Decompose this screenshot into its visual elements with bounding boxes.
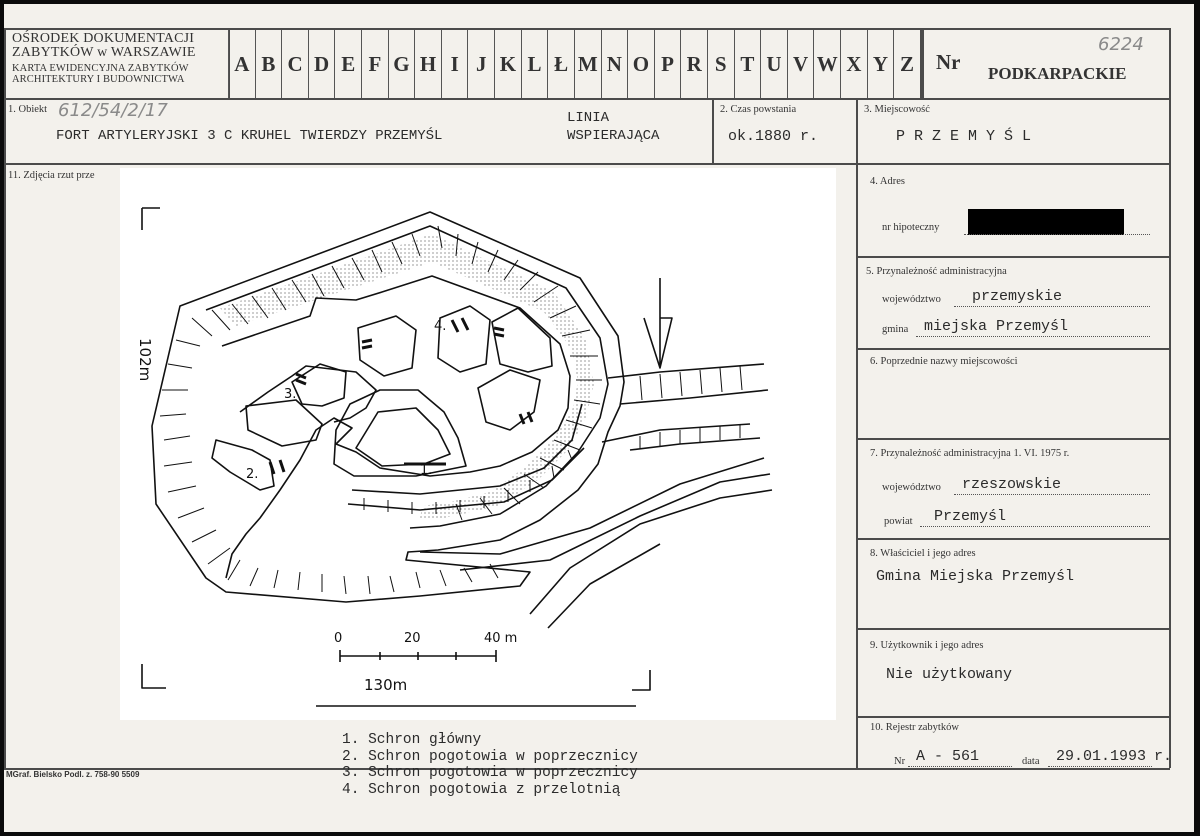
scale-bar (340, 650, 496, 662)
access-road-low-2 (630, 438, 760, 450)
obiekt-label: 1. Obiekt (8, 104, 48, 115)
letter-cell: G (388, 30, 415, 98)
linia-line-1: LINIA (567, 110, 610, 126)
main-shelter-inner (356, 408, 450, 466)
corner-mark (632, 670, 650, 690)
region-label: PODKARPACKIE (988, 64, 1127, 83)
corner-mark (142, 664, 166, 688)
institution-line-2: ZABYTKÓW w WARSZAWIE (12, 45, 196, 60)
left-border-line (4, 28, 6, 768)
approach-road-4 (548, 544, 660, 628)
czas-value: ok.1880 r. (728, 128, 819, 145)
letter-cell: H (414, 30, 441, 98)
plan-label-3: 3. (284, 387, 297, 402)
legend-item: 2. Schron pogotowia w poprzecznicy (342, 748, 638, 765)
nr-label: Nr (936, 50, 961, 74)
shelter-markers (270, 318, 532, 474)
letter-cell: W (813, 30, 840, 98)
letter-cell: J (467, 30, 494, 98)
letter-cell: C (281, 30, 308, 98)
rejestr-label: 10. Rejestr zabytków (870, 722, 959, 733)
przynaleznosc-label: 5. Przynależność administracyjna (866, 266, 1007, 277)
traverse-shelter-b (492, 308, 552, 372)
rejestr-data-label: data (1022, 756, 1040, 767)
record-card (4, 4, 1194, 832)
letter-cell: T (734, 30, 761, 98)
ditch-band (220, 234, 594, 520)
legend-item: 3. Schron pogotowia w poprzecznicy (342, 765, 638, 781)
section7-divider (856, 438, 1170, 440)
wojewodztwo-dots (954, 306, 1150, 307)
plan-label-1: 1. (420, 463, 433, 478)
letter-cell: N (601, 30, 628, 98)
letter-cell: M (574, 30, 601, 98)
institution-line-3: KARTA EWIDENCYJNA ZABYTKÓW (12, 63, 189, 74)
przynaleznosc-1975-label: 7. Przynależność administracyjna 1. VI. 1975 r. (870, 448, 1070, 459)
letter-cell: U (760, 30, 787, 98)
nr-handwritten: 6224 (1098, 34, 1144, 55)
scale-number-40: 40 m (484, 631, 518, 646)
height-dimension-label: 102m (136, 338, 154, 382)
letter-cell: S (707, 30, 734, 98)
wojewodztwo-value: przemyskie (972, 288, 1063, 305)
powiat-label: powiat (884, 516, 913, 527)
rejestr-suffix: r. (1154, 748, 1173, 765)
main-shelter-outline (334, 390, 466, 476)
uzytkownik-value: Nie użytkowany (886, 666, 1013, 683)
obiekt-handwritten: 612/54/2/17 (58, 100, 168, 121)
inner-bastion (240, 366, 376, 422)
miejscowosc-value: P R Z E M Y Ś L (896, 128, 1032, 145)
letter-cell: V (787, 30, 814, 98)
redaction-box (968, 209, 1124, 235)
powiat-value: Przemyśl (934, 508, 1007, 525)
letter-cell: L (521, 30, 548, 98)
section8-divider (856, 538, 1170, 540)
czas-label: 2. Czas powstania (720, 104, 797, 115)
photo-section-label: 11. Zdjęcia rzut prze (8, 170, 95, 181)
wojewodztwo-1975-dots (954, 494, 1150, 495)
section10-divider (856, 716, 1170, 718)
row1-vline-1 (712, 98, 714, 163)
letter-cell: F (361, 30, 388, 98)
letter-cell: X (840, 30, 867, 98)
rejestr-nr-label: Nr (894, 756, 906, 767)
wlasciciel-label: 8. Właściciel i jego adres (870, 548, 976, 559)
section9-divider (856, 628, 1170, 630)
rejestr-nr-dots (908, 766, 1012, 767)
letter-cell: K (494, 30, 521, 98)
inner-contour (222, 276, 570, 578)
printer-note: MGraf. Bielsko Podl. z. 758-90 5509 (6, 770, 140, 779)
legend (342, 732, 638, 798)
obiekt-value: FORT ARTYLERYJSKI 3 C KRUHEL TWIERDZY PRZEMYŚL (56, 128, 443, 144)
letter-cell: B (255, 30, 282, 98)
width-dimension-label: 130m (364, 676, 408, 694)
miejscowosc-label: 3. Miejscowość (864, 104, 930, 115)
letter-cell: E (334, 30, 361, 98)
gmina-value: miejska Przemyśl (924, 318, 1069, 335)
header-vline-3 (922, 28, 924, 98)
rejestr-data-dots (1048, 766, 1152, 767)
north-arrow (644, 278, 672, 368)
rejestr-data-value: 29.01.1993 (1056, 748, 1147, 765)
letter-cell: P (654, 30, 681, 98)
linia-line-2: WSPIERAJĄCA (567, 128, 660, 144)
uzytkownik-label: 9. Użytkownik i jego adres (870, 640, 984, 651)
poprzednie-label: 6. Poprzednie nazwy miejscowości (870, 356, 1018, 367)
letter-cell: Ł (547, 30, 574, 98)
right-column-vline (856, 98, 858, 768)
letter-cell: Y (867, 30, 894, 98)
wojewodztwo-1975-label: województwo (882, 482, 941, 493)
hipoteczny-dots (964, 234, 1150, 235)
legend-item: 4. Schron pogotowia z przelotnią (342, 781, 621, 798)
traverse-shelter-2 (212, 440, 274, 490)
legend-item: 1. Schron główny (342, 732, 482, 748)
adres-label: 4. Adres (870, 176, 905, 187)
header-divider (4, 98, 1170, 100)
access-road-low (602, 424, 750, 442)
wojewodztwo-1975-value: rzeszowskie (962, 476, 1062, 493)
powiat-dots (920, 526, 1150, 527)
institution-line-4: ARCHITEKTURY I BUDOWNICTWA (12, 74, 185, 85)
right-border-line (1169, 28, 1171, 768)
traverse-shelter-4 (438, 306, 490, 372)
plan-label-4: 4. (434, 319, 447, 334)
section5-divider (856, 256, 1170, 258)
institution-line-1: OŚRODEK DOKUMENTACJI (12, 31, 195, 46)
letter-cell: I (441, 30, 468, 98)
letter-cell: A (228, 30, 255, 98)
hipoteczny-label: nr hipoteczny (882, 222, 940, 233)
corner-mark (142, 208, 160, 230)
letter-cell: D (308, 30, 335, 98)
plan-label-2: 2. (246, 467, 259, 482)
institution-block (12, 31, 196, 85)
scale-number-0: 0 (334, 631, 343, 646)
gmina-dots (916, 336, 1150, 337)
wlasciciel-value: Gmina Miejska Przemyśl (876, 568, 1075, 585)
section6-divider (856, 348, 1170, 350)
gmina-label: gmina (882, 324, 909, 335)
scale-number-20: 20 (404, 631, 421, 646)
letter-cell: O (627, 30, 654, 98)
rejestr-nr-value: A - 561 (916, 748, 980, 765)
letter-cell: Z (893, 30, 920, 98)
alphabet-index (228, 30, 920, 98)
fort-plan-drawing (120, 168, 836, 720)
wojewodztwo-label: województwo (882, 294, 941, 305)
letter-cell: R (680, 30, 707, 98)
row1-divider (4, 163, 1170, 165)
site-plan-photo (120, 168, 836, 720)
